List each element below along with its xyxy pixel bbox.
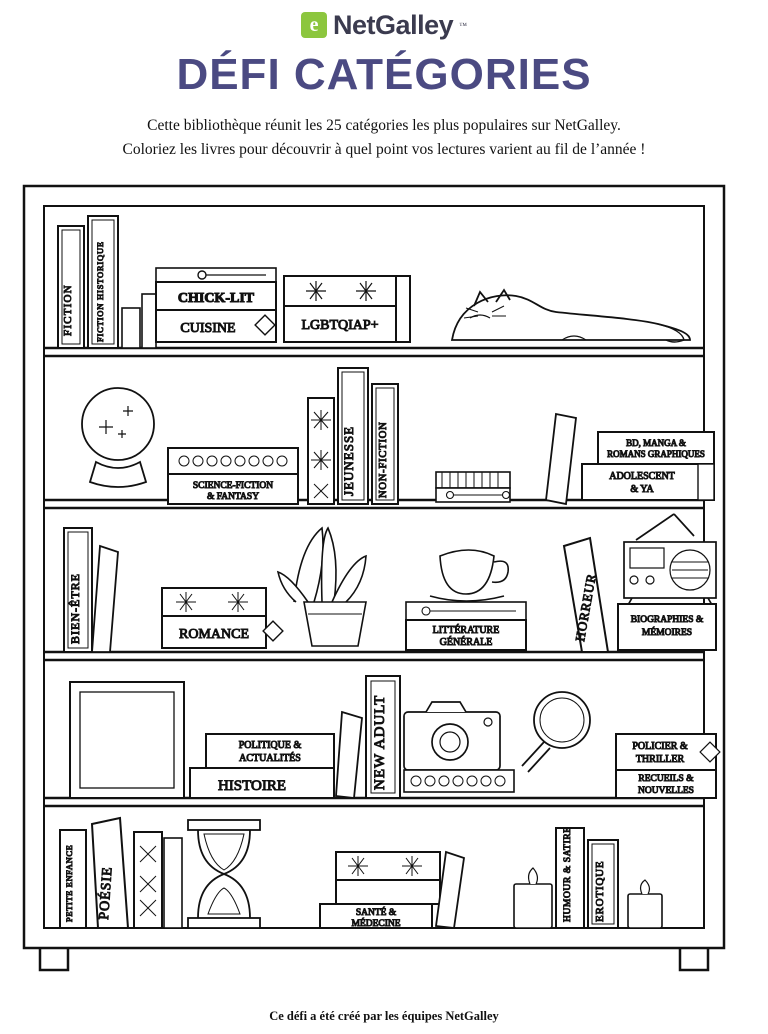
book-label: BIOGRAPHIES & [630, 615, 704, 626]
book-humour-satire [556, 826, 584, 928]
book-erotique [588, 840, 618, 928]
brand-logo [0, 10, 768, 40]
book-recueils-nouvelles [616, 770, 716, 798]
book-label-2: & YA [630, 484, 654, 496]
book-label-2: MÉMOIRES [641, 628, 693, 639]
book-label: LGBTQIAP+ [301, 318, 379, 334]
book-label: POLITIQUE & [238, 740, 302, 752]
book-litterature-generale [406, 602, 526, 650]
sleeping-cat-icon [452, 290, 690, 342]
book-horreur [564, 538, 608, 652]
book-pattern-decor [308, 398, 334, 504]
shelf-2 [82, 368, 714, 504]
radio-icon [624, 514, 716, 612]
book-stack-decor [122, 294, 156, 348]
book-label: EROTIQUE [594, 860, 606, 923]
book-label-2: GÉNÉRALE [439, 637, 493, 649]
subtitle-line-1: Cette bibliothèque réunit les 25 catégories les plus populaires sur NetGalley. [147, 117, 621, 134]
trademark-symbol: ™ [459, 20, 467, 30]
book-lean-decor-3 [92, 546, 118, 652]
crystal-ball-icon [82, 388, 154, 487]
book-label: CUISINE [180, 321, 236, 337]
book-label: ADOLESCENT [609, 471, 675, 483]
subtitle-line-2: Coloriez les livres pour découvrir à quel point vos lectures varient au fil de l’année ! [122, 141, 646, 159]
book-label-2: & FANTASY [206, 492, 260, 503]
footer-credit: Ce défi a été créé par les équipes NetGalley [269, 1009, 499, 1023]
book-non-fiction [372, 384, 398, 504]
candle-icon-2 [628, 880, 662, 928]
book-label: RECUEILS & [638, 774, 694, 785]
book-jeunesse [338, 368, 368, 504]
shelf-4 [70, 676, 720, 798]
book-label: NON-FICTION [378, 421, 389, 499]
book-label: HISTOIRE [217, 778, 287, 795]
book-lgbtqiap [284, 276, 410, 342]
magnifying-glass-icon [522, 692, 590, 772]
hourglass-icon [188, 820, 260, 928]
book-cuisine [156, 310, 276, 342]
book-label: FICTION HISTORIQUE [95, 241, 105, 343]
book-label: SCIENCE-FICTION [192, 481, 274, 492]
shelf-1 [58, 216, 690, 348]
book-label-2: ROMANS GRAPHIQUES [607, 449, 705, 460]
candle-icon [514, 868, 552, 928]
book-politique-actualites [206, 734, 334, 768]
book-label: POÉSIE [97, 865, 116, 921]
shelf-5 [60, 818, 662, 929]
book-label: ROMANCE [178, 627, 250, 643]
book-label: PETITE ENFANCE [64, 844, 74, 923]
book-label: HORREUR [572, 571, 599, 643]
book-histoire [190, 768, 334, 798]
book-label-2: THRILLER [635, 754, 685, 766]
potted-plant-icon [278, 528, 366, 646]
book-label-2: ACTUALITÉS [239, 753, 301, 765]
book-adolescent-ya [582, 464, 714, 500]
book-label: POLICIER & [632, 741, 688, 753]
book-fiction [58, 226, 84, 348]
book-romance [162, 588, 283, 648]
page-title: DÉFI CATÉGORIES [176, 50, 592, 99]
book-leaning-decor [546, 414, 576, 504]
book-label: FICTION [62, 284, 74, 337]
book-label: BD, MANGA & [626, 438, 686, 449]
book-chick-lit [156, 268, 276, 310]
book-sante-medecine [320, 904, 432, 929]
book-policier-thriller [616, 734, 720, 770]
book-bd-manga [598, 432, 714, 464]
book-pattern-decor-5 [134, 832, 182, 928]
book-label: NEW ADULT [372, 694, 388, 791]
bookcase-illustration [22, 184, 746, 974]
book-label: JEUNESSE [341, 425, 356, 497]
book-label: BIEN-ÊTRE [68, 573, 82, 645]
book-lean-decor-4 [336, 712, 362, 798]
book-label: SANTÉ & [355, 908, 397, 919]
brand-name: NetGalley [333, 9, 454, 40]
book-label: HUMOUR & SATIRE [563, 826, 573, 923]
book-label-2: MÉDECINE [351, 919, 401, 930]
book-flat-decor [436, 472, 510, 502]
camera-icon [404, 702, 514, 792]
book-science-fiction-fantasy [168, 448, 298, 504]
book-label: LITTÉRATURE [432, 625, 500, 637]
picture-frame-icon [70, 682, 184, 798]
book-label-2: NOUVELLES [638, 786, 694, 797]
book-fiction-historique [88, 216, 118, 348]
book-label: CHICK-LIT [177, 291, 255, 307]
book-new-adult [366, 676, 400, 798]
netgalley-logo-icon: e [301, 12, 327, 38]
book-biographies-memoires [618, 604, 716, 650]
book-petite-enfance [60, 830, 86, 928]
book-bien-etre [64, 528, 92, 652]
book-poesie [92, 818, 128, 928]
